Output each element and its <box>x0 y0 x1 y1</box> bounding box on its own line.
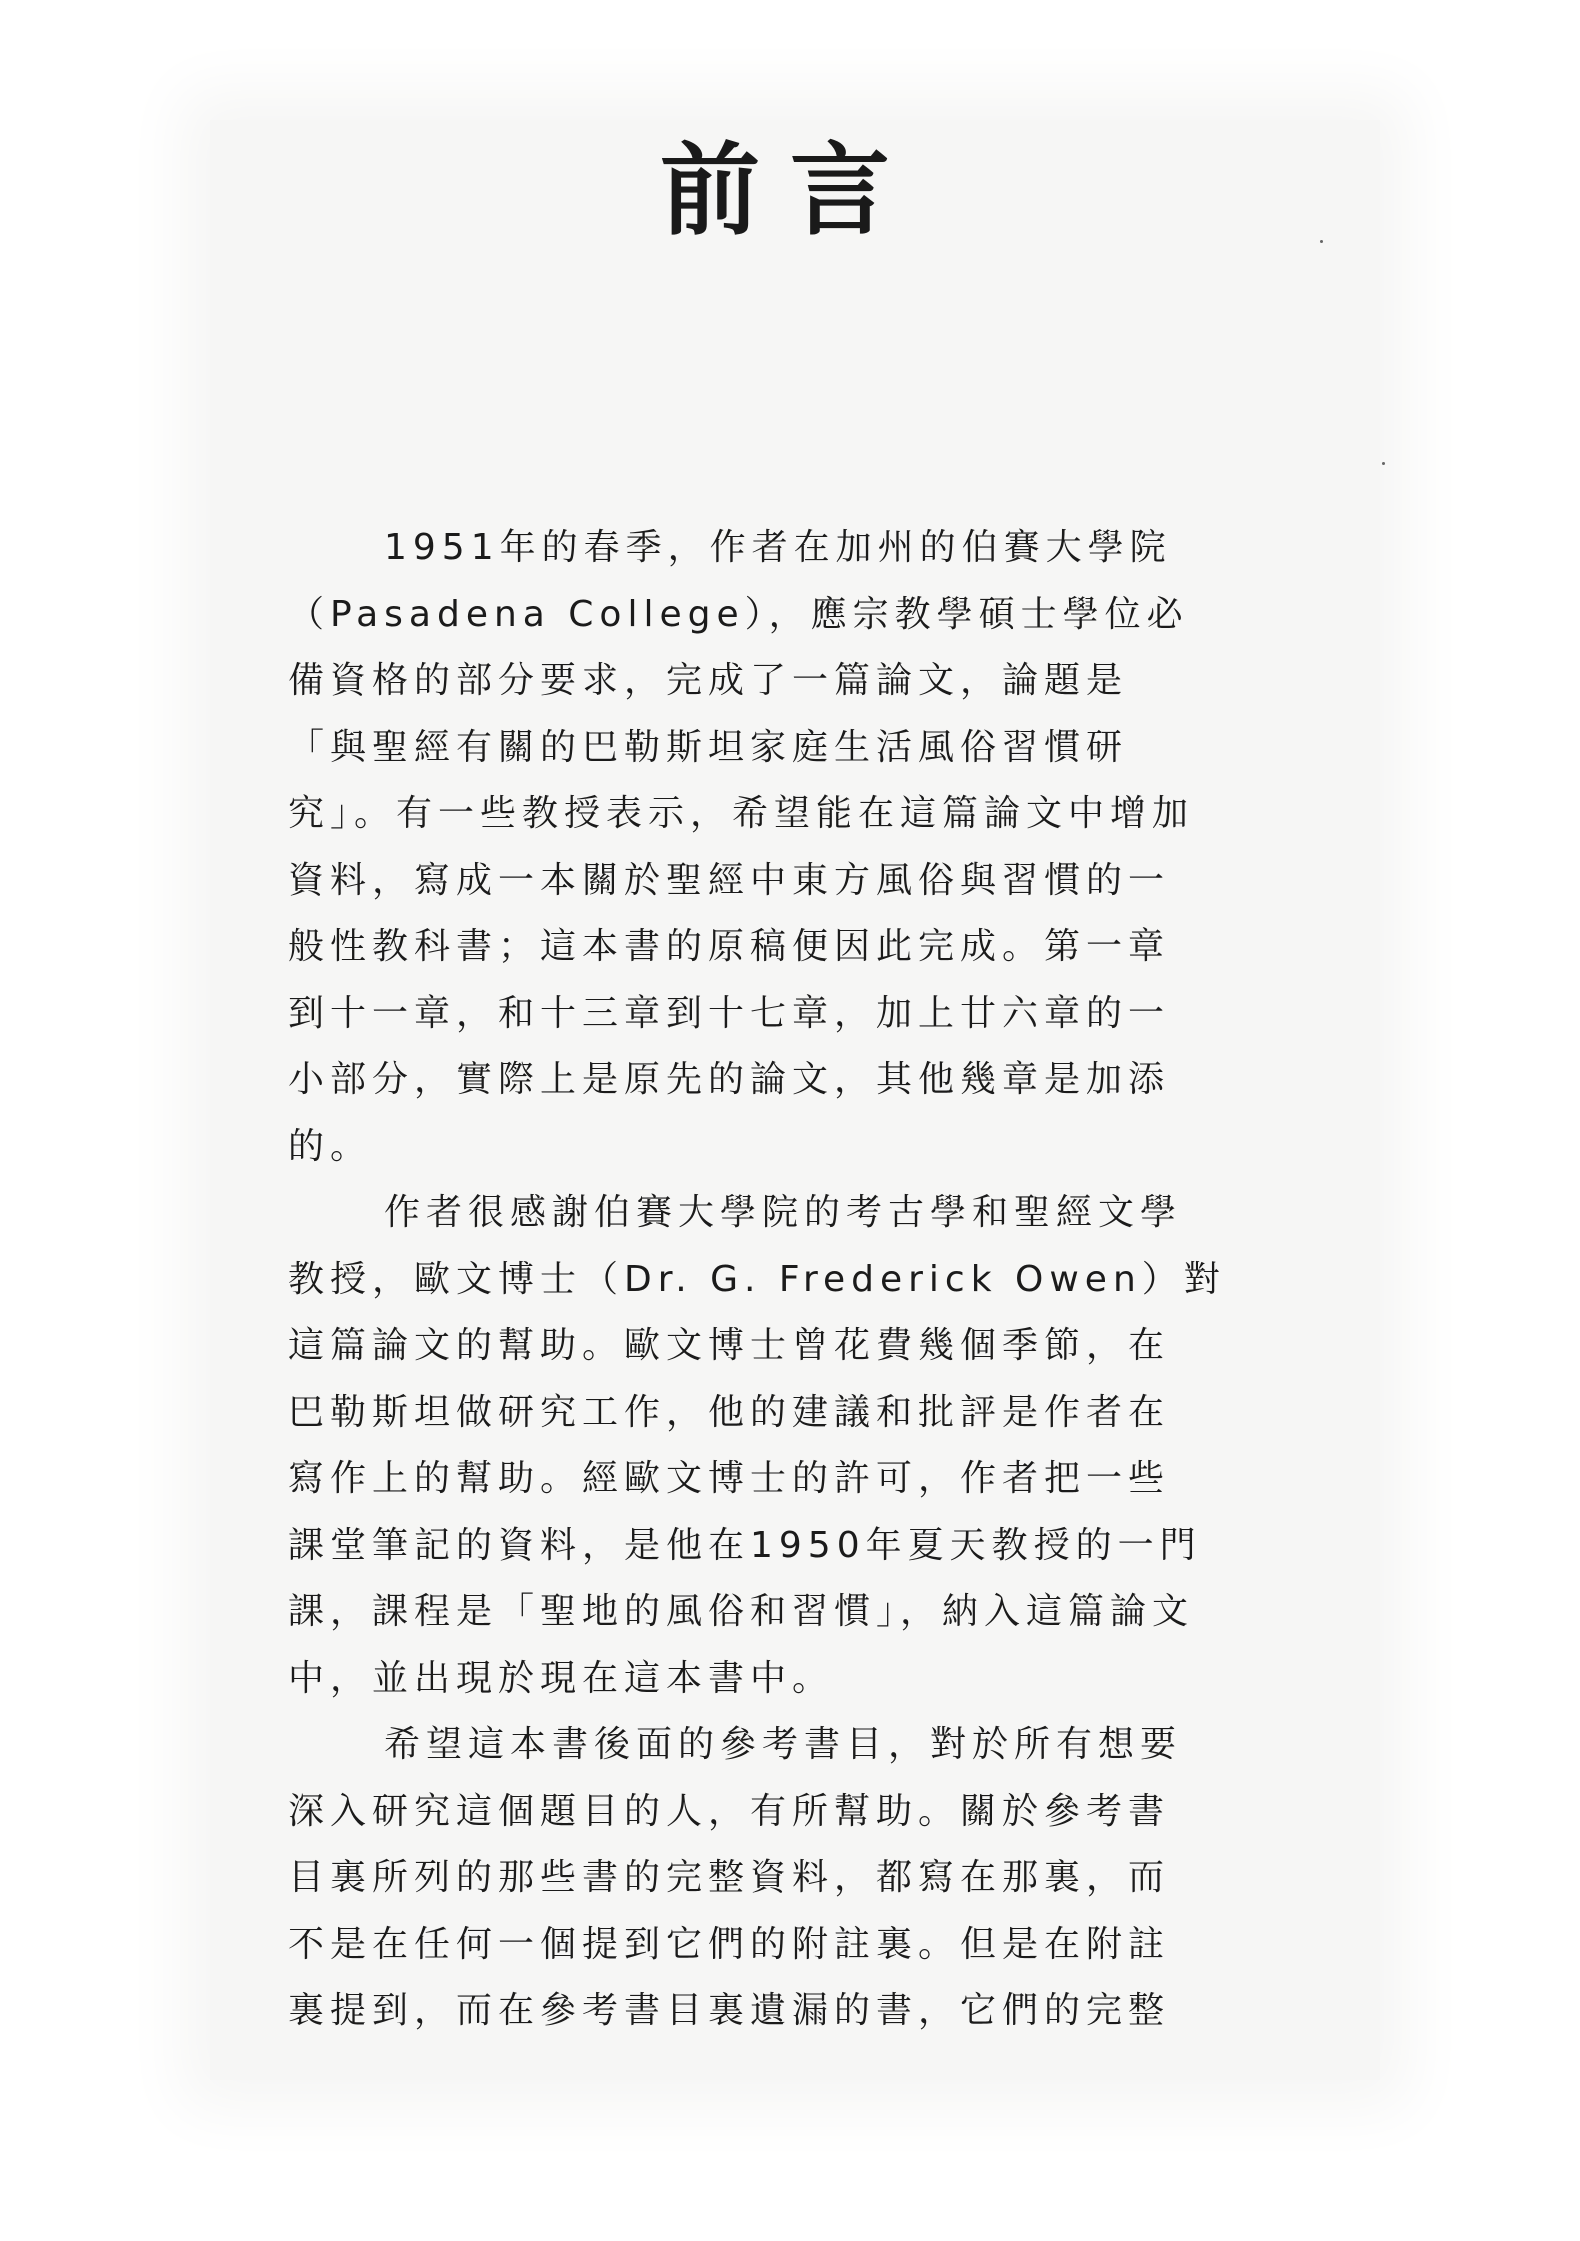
text-line: 作者很感謝伯賽大學院的考古學和聖經文學 <box>384 1192 1183 1233</box>
paragraph-2 <box>288 1180 1348 1712</box>
text-line: （Pasadena College），應宗教學碩士學位必 <box>288 593 1189 635</box>
text-line: 到十一章，和十三章到十七章，加上廿六章的一 <box>288 992 1171 1034</box>
text-line: 小部分，實際上是原先的論文，其他幾章是加添 <box>288 1059 1171 1100</box>
text-line: 1951年的春季，作者在加州的伯賽大學院 <box>384 527 1172 568</box>
scan-speck <box>1382 462 1385 465</box>
page-title: 前言 <box>660 131 920 249</box>
text-line: 教授，歐文博士（Dr. G. Frederick Owen）對 <box>288 1258 1226 1300</box>
text-line: 不是在任何一個提到它們的附註裏。但是在附註 <box>288 1923 1171 1965</box>
text-line: 裏提到，而在參考書目裏遺漏的書，它們的完整 <box>288 1990 1171 2031</box>
text-line: 「與聖經有關的巴勒斯坦家庭生活風俗習慣研 <box>288 726 1129 768</box>
paragraph-3 <box>288 1712 1348 2045</box>
scan-speck <box>1320 240 1323 243</box>
text-line: 資料，寫成一本關於聖經中東方風俗與習慣的一 <box>288 859 1171 901</box>
text-line: 課，課程是「聖地的風俗和習慣」，納入這篇論文 <box>288 1591 1195 1632</box>
text-line: 究」。有一些教授表示，希望能在這篇論文中增加 <box>288 793 1195 834</box>
text-line: 深入研究這個題目的人，有所幫助。關於參考書 <box>288 1790 1171 1832</box>
text-line: 課堂筆記的資料，是他在1950年夏天教授的一門 <box>288 1524 1202 1566</box>
text-line: 的。 <box>288 1125 373 1167</box>
text-line: 般性教科書；這本書的原稿便因此完成。第一章 <box>288 926 1171 967</box>
text-line: 寫作上的幫助。經歐文博士的許可，作者把一些 <box>288 1458 1171 1499</box>
paragraph-1 <box>288 515 1348 1180</box>
text-line: 這篇論文的幫助。歐文博士曾花費幾個季節，在 <box>288 1325 1171 1366</box>
text-line: 希望這本書後面的參考書目，對於所有想要 <box>384 1724 1183 1765</box>
text-line: 目裏所列的那些書的完整資料，都寫在那裏，而 <box>288 1857 1171 1898</box>
text-line: 巴勒斯坦做研究工作，他的建議和批評是作者在 <box>288 1391 1171 1433</box>
text-line: 中，並出現於現在這本書中。 <box>288 1657 835 1699</box>
text-line: 備資格的部分要求，完成了一篇論文，論題是 <box>288 660 1129 701</box>
body-text <box>288 515 1348 2045</box>
